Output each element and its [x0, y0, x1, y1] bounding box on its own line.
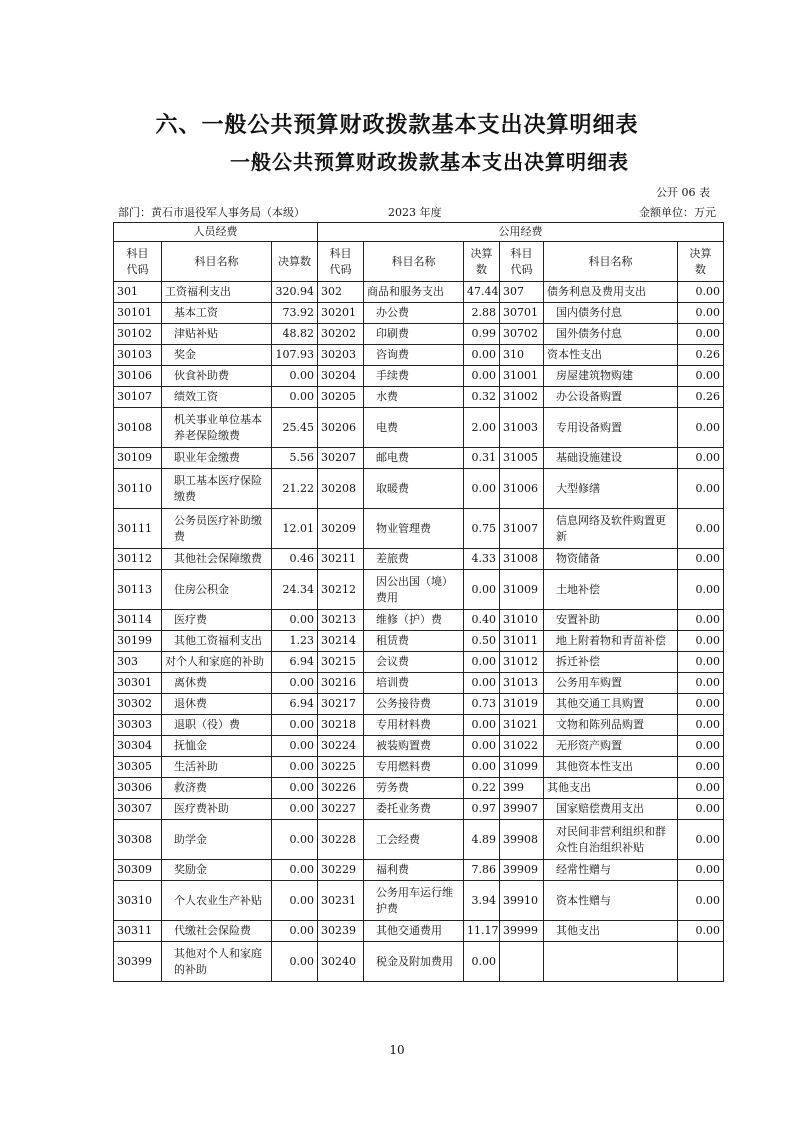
table-row: [114, 921, 724, 942]
personnel-name-cell: 绩效工资: [162, 387, 272, 408]
table-row: [114, 652, 724, 673]
public-amount-cell: 2.00: [464, 408, 500, 448]
personnel-code-cell: 30106: [114, 366, 162, 387]
public-name-cell: 取暖费: [364, 469, 464, 509]
form-number: 公开 06 表: [656, 186, 710, 199]
public-amount-cell: 0.00: [464, 345, 500, 366]
public-code-cell: 30217: [318, 694, 364, 715]
personnel-name-cell: 救济费: [162, 778, 272, 799]
public-amount-cell: 0.00: [464, 942, 500, 982]
other-name-cell: 物资储备: [544, 549, 678, 570]
personnel-code-cell: 30307: [114, 799, 162, 820]
public-amount-cell: 0.00: [464, 652, 500, 673]
public-amount-cell: 0.00: [464, 736, 500, 757]
other-name-cell: 其他资本性支出: [544, 757, 678, 778]
personnel-amount-cell: 0.46: [272, 549, 318, 570]
code-header: 科目 代码: [500, 242, 544, 282]
personnel-name-cell: 个人农业生产补贴: [162, 881, 272, 921]
personnel-code-cell: 30112: [114, 549, 162, 570]
public-name-cell: 差旅费: [364, 549, 464, 570]
personnel-code-cell: 30108: [114, 408, 162, 448]
table-title: 一般公共预算财政拨款基本支出决算明细表: [230, 150, 629, 174]
personnel-code-cell: 30102: [114, 324, 162, 345]
table-row: [114, 448, 724, 469]
personnel-amount-cell: 48.82: [272, 324, 318, 345]
other-name-cell: 房屋建筑物购建: [544, 366, 678, 387]
amount-header: 决算 数: [678, 242, 724, 282]
public-name-cell: 商品和服务支出: [364, 282, 464, 303]
other-name-cell: 专用设备购置: [544, 408, 678, 448]
public-code-cell: 30211: [318, 549, 364, 570]
public-code-cell: 30207: [318, 448, 364, 469]
public-code-cell: 30212: [318, 570, 364, 610]
personnel-code-cell: 30311: [114, 921, 162, 942]
fiscal-year-label: 2023 年度: [388, 206, 442, 219]
other-name-cell: 信息网络及软件购置更新: [544, 509, 678, 549]
personnel-code-cell: 30199: [114, 631, 162, 652]
public-amount-cell: 2.88: [464, 303, 500, 324]
personnel-amount-cell: 0.00: [272, 387, 318, 408]
other-code-cell: 39999: [500, 921, 544, 942]
other-code-cell: 307: [500, 282, 544, 303]
personnel-amount-cell: 107.93: [272, 345, 318, 366]
personnel-amount-cell: 6.94: [272, 652, 318, 673]
table-row: [114, 631, 724, 652]
group-header-row: [114, 223, 724, 242]
other-code-cell: 31008: [500, 549, 544, 570]
personnel-code-cell: 30107: [114, 387, 162, 408]
personnel-amount-cell: 0.00: [272, 610, 318, 631]
table-row: [114, 509, 724, 549]
personnel-amount-cell: 0.00: [272, 757, 318, 778]
other-name-cell: 地上附着物和青苗补偿: [544, 631, 678, 652]
other-code-cell: 310: [500, 345, 544, 366]
personnel-code-cell: 30103: [114, 345, 162, 366]
personnel-name-cell: 伙食补助费: [162, 366, 272, 387]
public-amount-cell: 0.75: [464, 509, 500, 549]
table-row: [114, 324, 724, 345]
other-name-cell: 公务用车购置: [544, 673, 678, 694]
table-row: [114, 282, 724, 303]
table-row: [114, 881, 724, 921]
public-name-cell: 专用燃料费: [364, 757, 464, 778]
other-code-cell: 39907: [500, 799, 544, 820]
table-row: [114, 715, 724, 736]
public-name-cell: 手续费: [364, 366, 464, 387]
public-name-cell: 维修（护）费: [364, 610, 464, 631]
personnel-amount-cell: 6.94: [272, 694, 318, 715]
personnel-code-cell: 30305: [114, 757, 162, 778]
personnel-name-cell: 代缴社会保险费: [162, 921, 272, 942]
personnel-name-cell: 其他社会保障缴费: [162, 549, 272, 570]
public-name-cell: 培训费: [364, 673, 464, 694]
other-code-cell: 31001: [500, 366, 544, 387]
table-row: [114, 820, 724, 860]
other-amount-cell: 0.00: [678, 324, 724, 345]
personnel-name-cell: 对个人和家庭的补助: [162, 652, 272, 673]
other-amount-cell: 0.00: [678, 715, 724, 736]
other-amount-cell: 0.00: [678, 673, 724, 694]
public-amount-cell: 0.32: [464, 387, 500, 408]
personnel-name-cell: 助学金: [162, 820, 272, 860]
other-code-cell: 399: [500, 778, 544, 799]
public-code-cell: 30205: [318, 387, 364, 408]
column-header-row: [114, 242, 724, 282]
personnel-amount-cell: 0.00: [272, 820, 318, 860]
other-code-cell: 31021: [500, 715, 544, 736]
public-name-cell: 咨询费: [364, 345, 464, 366]
other-code-cell: 30702: [500, 324, 544, 345]
other-code-cell: 39910: [500, 881, 544, 921]
page-title: 六、一般公共预算财政拨款基本支出决算明细表: [155, 112, 639, 138]
personnel-amount-cell: 1.23: [272, 631, 318, 652]
personnel-name-cell: 公务员医疗补助缴费: [162, 509, 272, 549]
public-amount-cell: 3.94: [464, 881, 500, 921]
other-name-cell: 拆迁补偿: [544, 652, 678, 673]
other-amount-cell: 0.00: [678, 303, 724, 324]
other-code-cell: 30701: [500, 303, 544, 324]
other-amount-cell: 0.00: [678, 820, 724, 860]
personnel-amount-cell: 73.92: [272, 303, 318, 324]
name-header: 科目名称: [544, 242, 678, 282]
page-number: 10: [389, 1043, 405, 1057]
public-code-cell: 30214: [318, 631, 364, 652]
personnel-amount-cell: 12.01: [272, 509, 318, 549]
other-code-cell: 39908: [500, 820, 544, 860]
public-amount-cell: 0.22: [464, 778, 500, 799]
public-name-cell: 公务接待费: [364, 694, 464, 715]
public-name-cell: 电费: [364, 408, 464, 448]
other-code-cell: 31009: [500, 570, 544, 610]
other-name-cell: 大型修缮: [544, 469, 678, 509]
other-amount-cell: 0.26: [678, 345, 724, 366]
other-code-cell: 31022: [500, 736, 544, 757]
other-name-cell: 无形资产购置: [544, 736, 678, 757]
personnel-name-cell: 奖励金: [162, 860, 272, 881]
public-amount-cell: 0.73: [464, 694, 500, 715]
public-name-cell: 福利费: [364, 860, 464, 881]
public-name-cell: 其他交通费用: [364, 921, 464, 942]
other-amount-cell: 0.00: [678, 921, 724, 942]
public-amount-cell: 0.00: [464, 570, 500, 610]
public-amount-cell: 0.00: [464, 469, 500, 509]
table-row: [114, 345, 724, 366]
personnel-amount-cell: 0.00: [272, 799, 318, 820]
other-amount-cell: 0.00: [678, 778, 724, 799]
public-code-cell: 30240: [318, 942, 364, 982]
other-name-cell: 债务利息及费用支出: [544, 282, 678, 303]
name-header: 科目名称: [364, 242, 464, 282]
public-code-cell: 302: [318, 282, 364, 303]
code-header: 科目 代码: [318, 242, 364, 282]
personnel-code-cell: 30110: [114, 469, 162, 509]
personnel-amount-cell: 0.00: [272, 921, 318, 942]
other-amount-cell: 0.00: [678, 860, 724, 881]
personnel-name-cell: 职业年金缴费: [162, 448, 272, 469]
other-amount-cell: 0.00: [678, 881, 724, 921]
public-amount-cell: 4.33: [464, 549, 500, 570]
other-amount-cell: 0.00: [678, 408, 724, 448]
other-name-cell: 文物和陈列品购置: [544, 715, 678, 736]
public-code-cell: 30228: [318, 820, 364, 860]
table-row: [114, 757, 724, 778]
public-amount-cell: 0.00: [464, 673, 500, 694]
public-code-cell: 30229: [318, 860, 364, 881]
other-name-cell: 其他交通工具购置: [544, 694, 678, 715]
other-code-cell: 31002: [500, 387, 544, 408]
other-name-cell: [544, 942, 678, 982]
personnel-name-cell: 其他对个人和家庭的补助: [162, 942, 272, 982]
personnel-code-cell: 30304: [114, 736, 162, 757]
personnel-code-cell: 30113: [114, 570, 162, 610]
other-amount-cell: 0.00: [678, 694, 724, 715]
other-code-cell: 31011: [500, 631, 544, 652]
public-name-cell: 被装购置费: [364, 736, 464, 757]
personnel-amount-cell: 5.56: [272, 448, 318, 469]
table-row: [114, 799, 724, 820]
other-amount-cell: [678, 942, 724, 982]
personnel-name-cell: 津贴补贴: [162, 324, 272, 345]
table-row: [114, 673, 724, 694]
personnel-name-cell: 职工基本医疗保险缴费: [162, 469, 272, 509]
personnel-code-cell: 30109: [114, 448, 162, 469]
amount-header: 决算数: [272, 242, 318, 282]
other-name-cell: 土地补偿: [544, 570, 678, 610]
personnel-amount-cell: 0.00: [272, 778, 318, 799]
personnel-code-cell: 30309: [114, 860, 162, 881]
name-header: 科目名称: [162, 242, 272, 282]
other-amount-cell: 0.00: [678, 610, 724, 631]
public-name-cell: 印刷费: [364, 324, 464, 345]
public-name-cell: 物业管理费: [364, 509, 464, 549]
other-code-cell: 31013: [500, 673, 544, 694]
personnel-name-cell: 抚恤金: [162, 736, 272, 757]
personnel-name-cell: 医疗费: [162, 610, 272, 631]
public-code-cell: 30204: [318, 366, 364, 387]
other-amount-cell: 0.00: [678, 799, 724, 820]
personnel-code-cell: 30111: [114, 509, 162, 549]
public-name-cell: 劳务费: [364, 778, 464, 799]
public-amount-cell: 0.40: [464, 610, 500, 631]
public-code-cell: 30209: [318, 509, 364, 549]
public-code-cell: 30216: [318, 673, 364, 694]
public-amount-cell: 0.31: [464, 448, 500, 469]
other-amount-cell: 0.00: [678, 736, 724, 757]
public-code-cell: 30231: [318, 881, 364, 921]
personnel-code-cell: 30114: [114, 610, 162, 631]
personnel-code-cell: 301: [114, 282, 162, 303]
personnel-amount-cell: 25.45: [272, 408, 318, 448]
personnel-code-cell: 30308: [114, 820, 162, 860]
table-row: [114, 469, 724, 509]
other-code-cell: 31099: [500, 757, 544, 778]
table-row: [114, 387, 724, 408]
table-row: [114, 778, 724, 799]
table-row: [114, 303, 724, 324]
other-code-cell: 31006: [500, 469, 544, 509]
table-row: [114, 694, 724, 715]
other-name-cell: 基础设施建设: [544, 448, 678, 469]
public-amount-cell: 0.97: [464, 799, 500, 820]
personnel-amount-cell: 21.22: [272, 469, 318, 509]
other-amount-cell: 0.00: [678, 549, 724, 570]
public-name-cell: 租赁费: [364, 631, 464, 652]
public-code-cell: 30206: [318, 408, 364, 448]
other-amount-cell: 0.00: [678, 757, 724, 778]
other-amount-cell: 0.00: [678, 509, 724, 549]
personnel-code-cell: 30302: [114, 694, 162, 715]
personnel-code-cell: 303: [114, 652, 162, 673]
amount-header: 决算 数: [464, 242, 500, 282]
personnel-amount-cell: 0.00: [272, 881, 318, 921]
table-row: [114, 549, 724, 570]
public-name-cell: 公务用车运行维护费: [364, 881, 464, 921]
other-amount-cell: 0.00: [678, 448, 724, 469]
table-row: [114, 366, 724, 387]
other-amount-cell: 0.00: [678, 469, 724, 509]
other-name-cell: 资本性赠与: [544, 881, 678, 921]
personnel-name-cell: 工资福利支出: [162, 282, 272, 303]
public-amount-cell: 0.00: [464, 715, 500, 736]
public-amount-cell: 4.89: [464, 820, 500, 860]
public-code-cell: 30201: [318, 303, 364, 324]
personnel-amount-cell: 0.00: [272, 366, 318, 387]
public-code-cell: 30215: [318, 652, 364, 673]
personnel-amount-cell: 0.00: [272, 942, 318, 982]
other-name-cell: 资本性支出: [544, 345, 678, 366]
other-amount-cell: 0.00: [678, 570, 724, 610]
table-row: [114, 408, 724, 448]
personnel-name-cell: 医疗费补助: [162, 799, 272, 820]
expenditure-table: [113, 222, 724, 982]
public-code-cell: 30224: [318, 736, 364, 757]
other-name-cell: 国外债务付息: [544, 324, 678, 345]
personnel-amount-cell: 0.00: [272, 736, 318, 757]
personnel-name-cell: 退休费: [162, 694, 272, 715]
public-header: 公用经费: [318, 223, 724, 242]
table-row: [114, 736, 724, 757]
personnel-amount-cell: 24.34: [272, 570, 318, 610]
personnel-header: 人员经费: [114, 223, 318, 242]
code-header: 科目 代码: [114, 242, 162, 282]
personnel-amount-cell: 0.00: [272, 715, 318, 736]
public-name-cell: 水费: [364, 387, 464, 408]
personnel-code-cell: 30306: [114, 778, 162, 799]
public-name-cell: 会议费: [364, 652, 464, 673]
table-row: [114, 570, 724, 610]
other-amount-cell: 0.00: [678, 652, 724, 673]
other-code-cell: 31003: [500, 408, 544, 448]
other-code-cell: 31007: [500, 509, 544, 549]
other-code-cell: 31012: [500, 652, 544, 673]
table-row: [114, 610, 724, 631]
other-name-cell: 安置补助: [544, 610, 678, 631]
public-code-cell: 30239: [318, 921, 364, 942]
other-code-cell: 31010: [500, 610, 544, 631]
public-code-cell: 30227: [318, 799, 364, 820]
public-code-cell: 30225: [318, 757, 364, 778]
other-code-cell: [500, 942, 544, 982]
unit-label: 金额单位：万元: [639, 206, 716, 219]
public-name-cell: 委托业务费: [364, 799, 464, 820]
public-code-cell: 30213: [318, 610, 364, 631]
other-name-cell: 经常性赠与: [544, 860, 678, 881]
other-name-cell: 对民间非营利组织和群众性自治组织补贴: [544, 820, 678, 860]
other-name-cell: 其他支出: [544, 921, 678, 942]
personnel-name-cell: 其他工资福利支出: [162, 631, 272, 652]
public-code-cell: 30226: [318, 778, 364, 799]
other-amount-cell: 0.00: [678, 631, 724, 652]
other-name-cell: 国内债务付息: [544, 303, 678, 324]
personnel-name-cell: 奖金: [162, 345, 272, 366]
personnel-code-cell: 30301: [114, 673, 162, 694]
public-amount-cell: 47.44: [464, 282, 500, 303]
public-amount-cell: 11.17: [464, 921, 500, 942]
personnel-name-cell: 基本工资: [162, 303, 272, 324]
department-label: 部门：黄石市退役军人事务局（本级）: [118, 206, 305, 219]
other-code-cell: 31005: [500, 448, 544, 469]
public-amount-cell: 0.00: [464, 757, 500, 778]
other-name-cell: 国家赔偿费用支出: [544, 799, 678, 820]
personnel-name-cell: 离休费: [162, 673, 272, 694]
public-code-cell: 30203: [318, 345, 364, 366]
public-amount-cell: 7.86: [464, 860, 500, 881]
public-name-cell: 办公费: [364, 303, 464, 324]
other-amount-cell: 0.00: [678, 282, 724, 303]
public-amount-cell: 0.50: [464, 631, 500, 652]
other-code-cell: 39909: [500, 860, 544, 881]
personnel-name-cell: 机关事业单位基本养老保险缴费: [162, 408, 272, 448]
table-row: [114, 860, 724, 881]
personnel-name-cell: 住房公积金: [162, 570, 272, 610]
personnel-amount-cell: 320.94: [272, 282, 318, 303]
personnel-code-cell: 30101: [114, 303, 162, 324]
personnel-amount-cell: 0.00: [272, 860, 318, 881]
public-code-cell: 30202: [318, 324, 364, 345]
personnel-code-cell: 30399: [114, 942, 162, 982]
other-code-cell: 31019: [500, 694, 544, 715]
public-amount-cell: 0.00: [464, 366, 500, 387]
personnel-name-cell: 生活补助: [162, 757, 272, 778]
other-name-cell: 其他支出: [544, 778, 678, 799]
other-name-cell: 办公设备购置: [544, 387, 678, 408]
public-code-cell: 30208: [318, 469, 364, 509]
public-name-cell: 专用材料费: [364, 715, 464, 736]
public-name-cell: 因公出国（境）费用: [364, 570, 464, 610]
other-amount-cell: 0.26: [678, 387, 724, 408]
personnel-code-cell: 30303: [114, 715, 162, 736]
public-name-cell: 邮电费: [364, 448, 464, 469]
public-name-cell: 税金及附加费用: [364, 942, 464, 982]
public-code-cell: 30218: [318, 715, 364, 736]
personnel-amount-cell: 0.00: [272, 673, 318, 694]
personnel-code-cell: 30310: [114, 881, 162, 921]
personnel-name-cell: 退职（役）费: [162, 715, 272, 736]
other-amount-cell: 0.00: [678, 366, 724, 387]
table-row: [114, 942, 724, 982]
public-name-cell: 工会经费: [364, 820, 464, 860]
public-amount-cell: 0.99: [464, 324, 500, 345]
